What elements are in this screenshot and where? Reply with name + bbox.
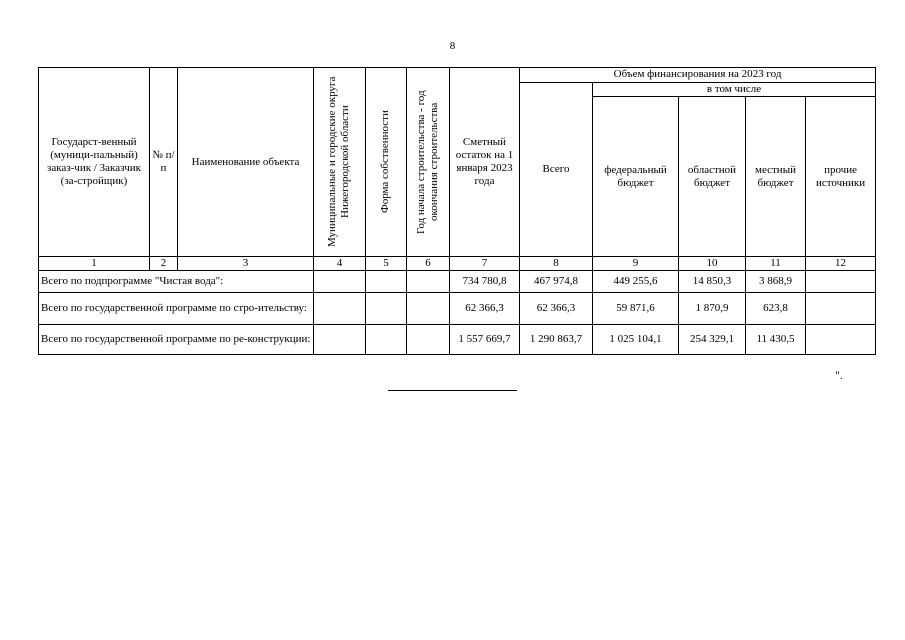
cell-other — [806, 325, 876, 355]
cell-empty — [366, 293, 407, 325]
cell-empty — [366, 325, 407, 355]
header-municipal-cell — [314, 68, 366, 257]
page-number: 8 — [449, 40, 456, 52]
col-num-5: 5 — [366, 257, 407, 271]
col-num-4: 4 — [314, 257, 366, 271]
cell-federal: 1 025 104,1 — [593, 325, 679, 355]
funding-table — [38, 67, 876, 355]
cell-total: 1 290 863,7 — [520, 325, 593, 355]
col-num-3: 3 — [178, 257, 314, 271]
header-ownership: Форма собственности — [379, 110, 392, 214]
cell-estimate: 1 557 669,7 — [450, 325, 520, 355]
cell-regional: 254 329,1 — [679, 325, 746, 355]
col-num-8: 8 — [520, 257, 593, 271]
cell-federal: 449 255,6 — [593, 271, 679, 293]
col-num-10: 10 — [679, 257, 746, 271]
header-funding: Объем финансирования на 2023 год — [520, 68, 876, 83]
cell-federal: 59 871,6 — [593, 293, 679, 325]
header-municipal: Муниципальные и городские округа Нижегородской области — [326, 76, 352, 248]
col-num-11: 11 — [746, 257, 806, 271]
col-num-1: 1 — [39, 257, 150, 271]
col-num-12: 12 — [806, 257, 876, 271]
cell-regional: 14 850,3 — [679, 271, 746, 293]
header-regional: областной бюджет — [679, 97, 746, 257]
cell-empty — [314, 271, 366, 293]
cell-local: 3 868,9 — [746, 271, 806, 293]
cell-estimate: 62 366,3 — [450, 293, 520, 325]
cell-estimate: 734 780,8 — [450, 271, 520, 293]
cell-local: 11 430,5 — [746, 325, 806, 355]
header-years-cell — [407, 68, 450, 257]
col-num-9: 9 — [593, 257, 679, 271]
header-years: Год начала строительства - год окончания строительства — [414, 90, 440, 234]
header-ownership-cell — [366, 68, 407, 257]
col-num-2: 2 — [150, 257, 178, 271]
header-other: прочие источники — [806, 97, 876, 257]
col-num-6: 6 — [407, 257, 450, 271]
header-customer: Государст-венный (муници-пальный) заказ-чик / Заказчик (за-стройщик) — [39, 68, 150, 257]
cell-other — [806, 293, 876, 325]
cell-other — [806, 271, 876, 293]
row-label: Всего по государственной программе по стро-ительству: — [39, 293, 314, 325]
closing-quote-mark: ". — [835, 368, 843, 382]
cell-empty — [314, 293, 366, 325]
cell-total: 467 974,8 — [520, 271, 593, 293]
header-total: Всего — [520, 83, 593, 257]
cell-empty — [407, 293, 450, 325]
header-estimate: Сметный остаток на 1 января 2023 года — [450, 68, 520, 257]
table-row — [39, 293, 876, 325]
row-label: Всего по государственной программе по ре-конструкции: — [39, 325, 314, 355]
header-object-name: Наименование объекта — [178, 68, 314, 257]
table-row — [39, 325, 876, 355]
cell-empty — [314, 325, 366, 355]
table-row — [39, 271, 876, 293]
cell-empty — [407, 325, 450, 355]
col-num-7: 7 — [450, 257, 520, 271]
cell-empty — [407, 271, 450, 293]
header-local: местный бюджет — [746, 97, 806, 257]
cell-regional: 1 870,9 — [679, 293, 746, 325]
separator-line — [388, 390, 517, 391]
cell-total: 62 366,3 — [520, 293, 593, 325]
header-federal: федеральный бюджет — [593, 97, 679, 257]
cell-local: 623,8 — [746, 293, 806, 325]
cell-empty — [366, 271, 407, 293]
row-label: Всего по подпрограмме "Чистая вода": — [39, 271, 314, 293]
header-including: в том числе — [593, 83, 876, 97]
header-num: № п/п — [150, 68, 178, 257]
column-numbers-row — [39, 257, 876, 271]
